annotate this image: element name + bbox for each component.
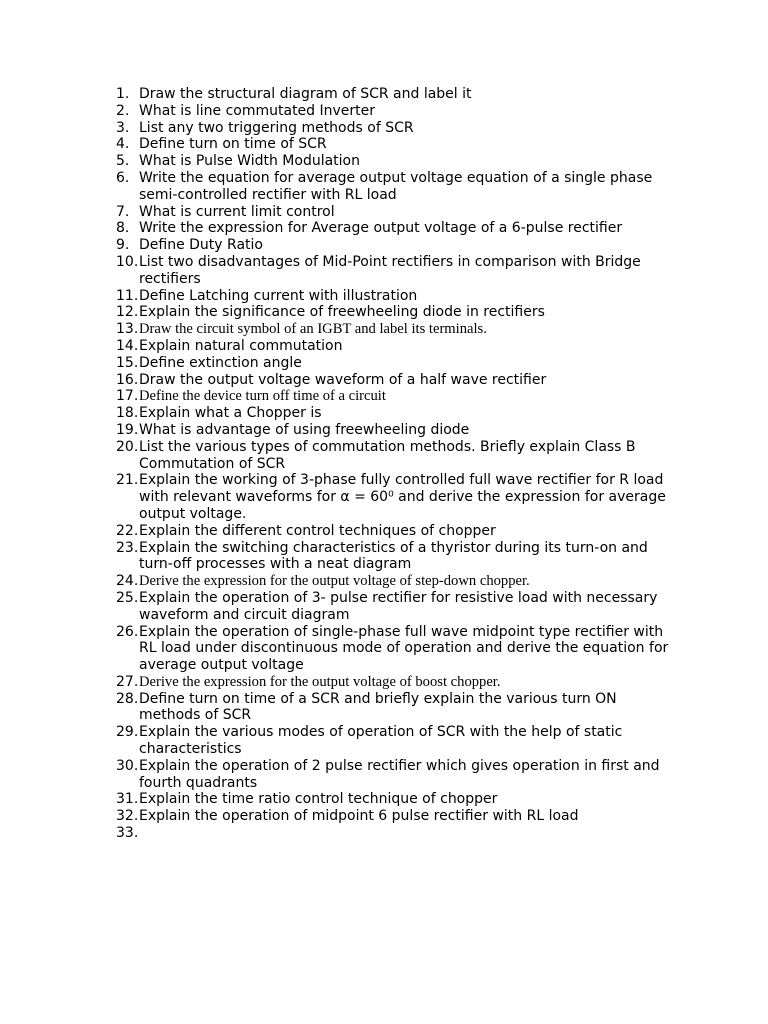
question-number: 25. [116, 589, 139, 606]
question-text: Explain natural commutation [139, 337, 343, 354]
question-item [0, 573, 768, 590]
question-text: Write the equation for average output voltage equation of a single phase semi-controlled rectifier with RL load [139, 169, 653, 203]
question-item [0, 758, 768, 792]
question-text: List two disadvantages of Mid-Point rectifiers in comparison with Bridge rectifiers [139, 253, 641, 287]
question-number: 24. [116, 573, 139, 590]
question-number: 9. [116, 237, 130, 254]
question-item [0, 204, 768, 221]
question-number: 13. [116, 321, 139, 338]
question-item [0, 338, 768, 355]
question-number: 31. [116, 791, 139, 808]
question-number: 14. [116, 337, 139, 354]
question-item [0, 405, 768, 422]
question-text: Draw the structural diagram of SCR and label it [139, 86, 472, 102]
question-item [0, 422, 768, 439]
question-text [139, 825, 678, 842]
question-text: Explain the operation of single-phase full wave midpoint type rectifier with RL load under discontinuous mode of operation and derive the equation for average output voltage [139, 623, 669, 674]
question-item [0, 304, 768, 321]
question-item [0, 791, 768, 808]
question-item [0, 808, 768, 825]
question-item [0, 540, 768, 574]
question-item [0, 153, 768, 170]
question-text: What is current limit control [139, 203, 335, 220]
question-number: 19. [116, 421, 139, 438]
question-number: 29. [116, 724, 139, 741]
question-number: 30. [116, 757, 139, 774]
question-number: 10. [116, 253, 139, 270]
question-text: Explain the different control techniques of chopper [139, 522, 496, 539]
question-text: Explain the working of 3-phase fully controlled full wave rectifier for R load with relevant waveforms for α = 60⁰ and derive the expression for average output voltage. [139, 472, 666, 522]
question-text: What is advantage of using freewheeling diode [139, 421, 470, 438]
question-text: What is line commutated Inverter [139, 102, 376, 119]
question-item [0, 288, 768, 305]
question-text: Explain the significance of freewheeling diode in rectifiers [139, 304, 545, 321]
question-number: 32. [116, 808, 139, 825]
question-text: Explain what a Chopper is [139, 405, 322, 422]
question-number: 11. [116, 287, 139, 304]
question-text: Explain the operation of midpoint 6 pulse rectifier with RL load [139, 808, 579, 825]
question-number: 4. [116, 136, 130, 153]
question-number: 6. [116, 169, 130, 186]
question-number: 8. [116, 220, 130, 237]
question-item [0, 691, 768, 725]
question-text: Define Latching current with illustration [139, 287, 418, 304]
question-number: 3. [116, 119, 130, 136]
question-text: Explain the switching characteristics of a thyristor during its turn-on and turn-off processes with a neat diagram [139, 539, 648, 573]
question-text: Define turn on time of SCR [139, 136, 327, 153]
question-number: 26. [116, 623, 139, 640]
question-item [0, 523, 768, 540]
question-text: Derive the expression for the output voltage of boost chopper. [139, 673, 501, 690]
question-item [0, 724, 768, 758]
question-number: 22. [116, 522, 139, 539]
question-item [0, 590, 768, 624]
question-number: 17. [116, 388, 139, 405]
question-number: 15. [116, 354, 139, 371]
question-item [0, 254, 768, 288]
question-item [0, 237, 768, 254]
question-item [0, 136, 768, 153]
question-number: 21. [116, 472, 139, 489]
question-number: 27. [116, 673, 139, 690]
question-item [0, 103, 768, 120]
question-item [0, 388, 768, 405]
question-text: Explain the various modes of operation of SCR with the help of static characteristics [139, 724, 623, 758]
question-number: 2. [116, 102, 130, 119]
question-item [0, 86, 768, 103]
question-item [0, 355, 768, 372]
question-number: 28. [116, 690, 139, 707]
question-item [0, 472, 768, 522]
question-text: What is Pulse Width Modulation [139, 153, 360, 170]
question-number: 33. [116, 825, 139, 842]
question-text: Explain the time ratio control technique of chopper [139, 791, 498, 808]
question-text: Define turn on time of a SCR and briefly explain the various turn ON methods of SCR [139, 690, 617, 724]
question-text: List any two triggering methods of SCR [139, 119, 414, 136]
question-number: 16. [116, 371, 139, 388]
question-number: 23. [116, 539, 139, 556]
question-item [0, 439, 768, 473]
question-item [0, 674, 768, 691]
question-item [0, 372, 768, 389]
question-number: 5. [116, 153, 130, 170]
question-number: 20. [116, 438, 139, 455]
question-item [0, 624, 768, 674]
question-text: Write the expression for Average output voltage of a 6-pulse rectifier [139, 220, 623, 237]
question-list [0, 86, 768, 842]
question-item [0, 220, 768, 237]
question-text: Explain the operation of 3- pulse rectifier for resistive load with necessary waveform and circuit diagram [139, 589, 658, 623]
question-text: Define Duty Ratio [139, 237, 263, 254]
question-number: 7. [116, 203, 130, 220]
question-text: Define extinction angle [139, 354, 302, 371]
question-number: 1. [116, 86, 130, 102]
question-text: Explain the operation of 2 pulse rectifier which gives operation in first and fourth quadrants [139, 757, 660, 791]
question-item [0, 120, 768, 137]
question-item [0, 170, 768, 204]
question-text: Draw the circuit symbol of an IGBT and label its terminals. [139, 321, 487, 338]
question-item [0, 825, 768, 842]
question-text: Define the device turn off time of a circuit [139, 388, 386, 405]
question-text: Derive the expression for the output voltage of step-down chopper. [139, 573, 530, 590]
question-text: List the various types of commutation methods. Briefly explain Class B Commutation of SCR [139, 438, 636, 472]
question-text: Draw the output voltage waveform of a half wave rectifier [139, 371, 547, 388]
question-number: 18. [116, 405, 139, 422]
question-number: 12. [116, 304, 139, 321]
question-item [0, 321, 768, 338]
